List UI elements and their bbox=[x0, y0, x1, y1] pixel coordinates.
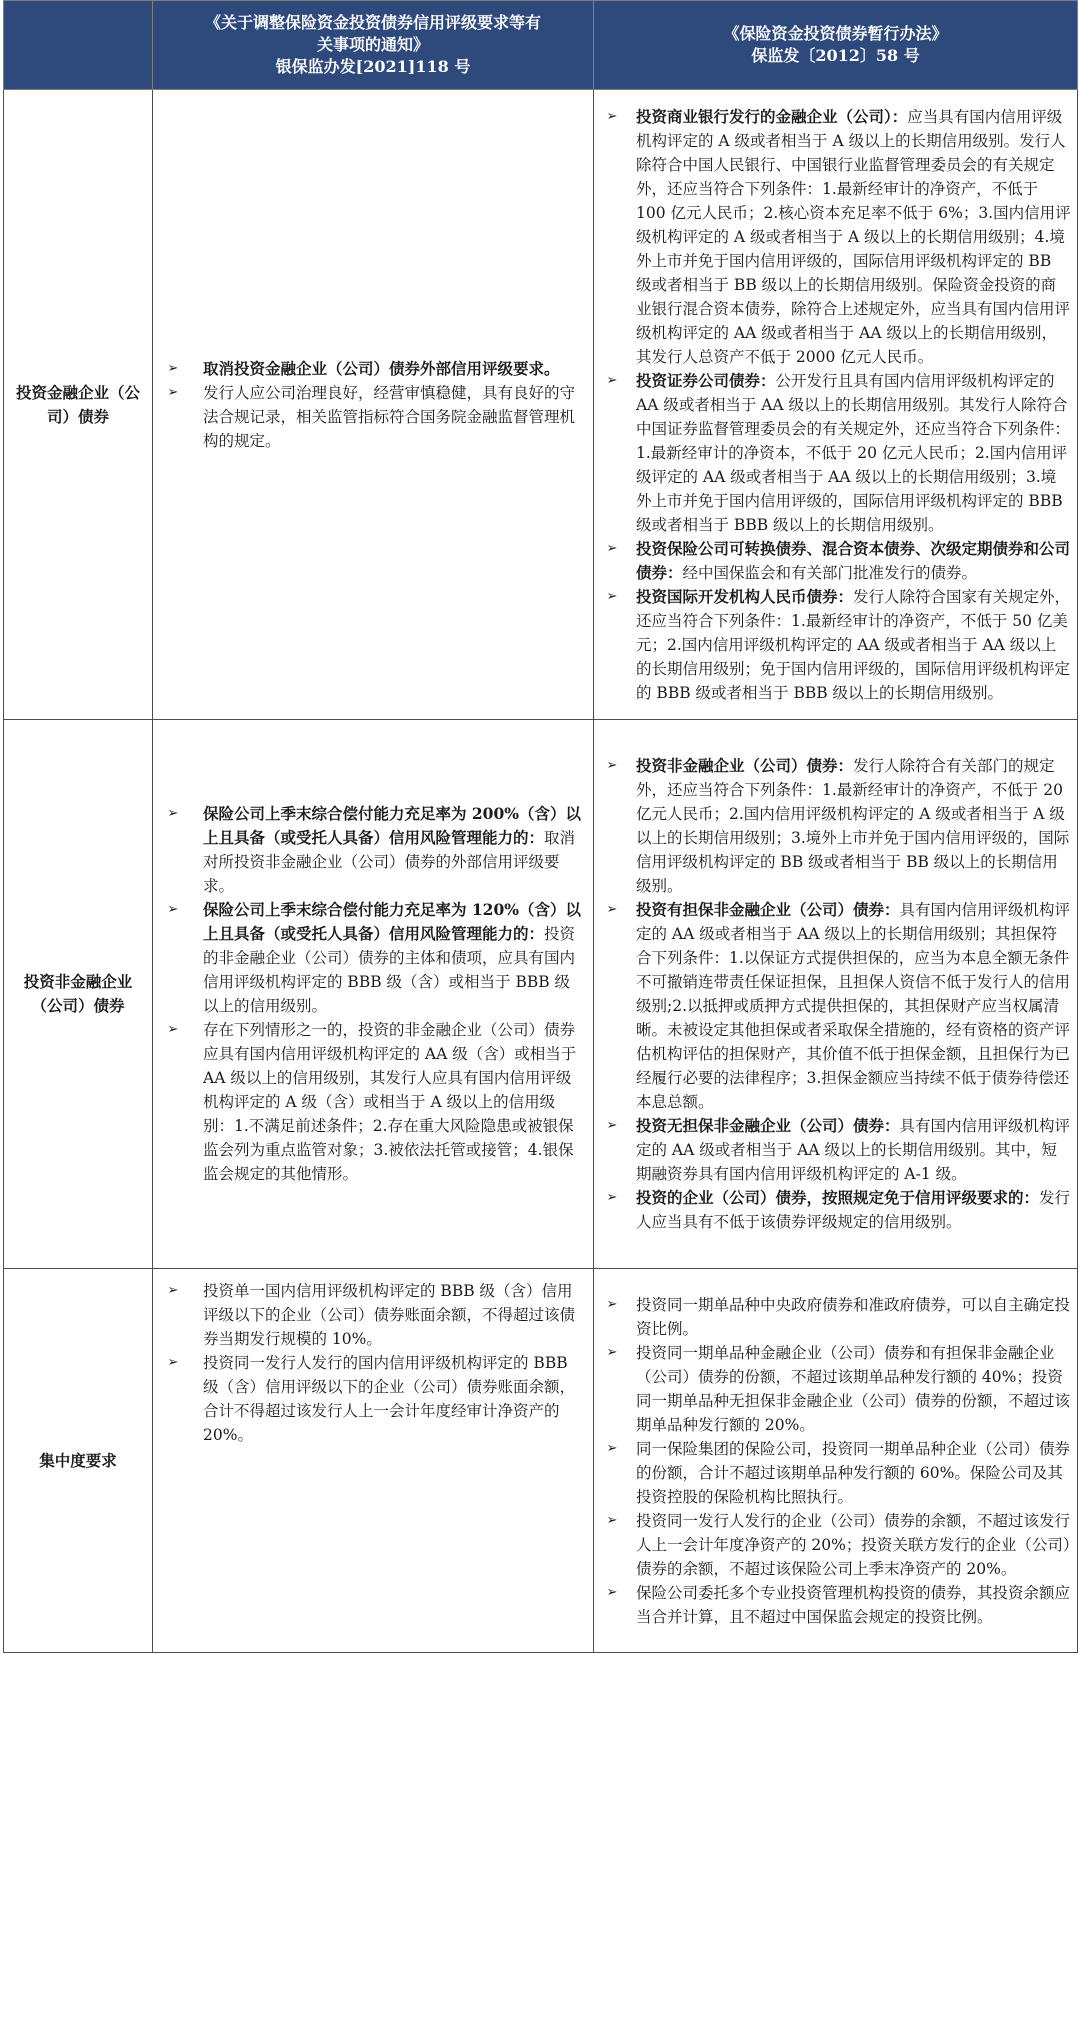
header-notice-2021 bbox=[153, 1, 594, 90]
left-item-list bbox=[161, 802, 581, 1186]
arrow-bullet-icon: ➢ bbox=[606, 1584, 618, 1600]
row-category: 投资金融企业（公司）债券 bbox=[4, 90, 153, 720]
right-item-list bbox=[596, 754, 1071, 1234]
header-title-line: 《关于调整保险资金投资债券信用评级要求等有 bbox=[204, 13, 541, 32]
header-doc-number: 银保监办发[2021]118 号 bbox=[275, 57, 471, 76]
header-doc-number: 保监发〔2012〕58 号 bbox=[751, 46, 920, 65]
arrow-bullet-icon: ➢ bbox=[167, 1022, 179, 1037]
left-cell bbox=[153, 720, 594, 1269]
list-item: ➢ 投资同一发行人发行的国内信用评级机构评定的 BBB 级（含）信用评级以下的企业（公司）债券账面余额，合计不得超过该发行人上一会计年度经审计净资产的 20%。 bbox=[161, 1351, 581, 1447]
header-blank-cell bbox=[4, 1, 153, 90]
arrow-bullet-icon: ➢ bbox=[606, 372, 618, 388]
arrow-bullet-icon: ➢ bbox=[606, 1344, 618, 1360]
list-item: ➢ 投资国际开发机构人民币债券：发行人除符合国家有关规定外，还应当符合下列条件：1.最新经审计的净资产，不低于 50 亿美元；2.国内信用评级机构评定的 AA 级或者相当于 AA 级以上的长期信用级别；免于国内信用评级的，国际信用评级机构评定的 BBB 级或者相当于 BBB 级以上的长期信用级别。 bbox=[596, 585, 1071, 705]
arrow-bullet-icon: ➢ bbox=[606, 588, 618, 604]
list-item: ➢ 投资非金融企业（公司）债券：发行人除符合有关部门的规定外，还应当符合下列条件：1.最新经审计的净资产，不低于 20 亿元人民币；2.国内信用评级机构评定的 A 级或者相当于 A 级以上的长期信用级别；3.境外上市并免于国内信用评级的，国际信用评级机构评定的 BB 级或者相当于 BB 级以上的长期信用级别。 bbox=[596, 754, 1071, 898]
comparison-table bbox=[3, 0, 1078, 1653]
list-item: ➢ 投资无担保非金融企业（公司）债券：具有国内信用评级机构评定的 AA 级或者相当于 AA 级以上的长期信用级别。其中，短期融资券具有国内信用评级机构评定的 A-1 级。 bbox=[596, 1114, 1071, 1186]
header-title-line: 《保险资金投资债券暂行办法》 bbox=[723, 24, 948, 43]
left-item-list bbox=[161, 357, 581, 453]
arrow-bullet-icon: ➢ bbox=[606, 1440, 618, 1456]
header-title-line: 关事项的通知》 bbox=[316, 35, 429, 54]
left-cell bbox=[153, 1269, 594, 1653]
list-item: ➢ 投资同一期单品种中央政府债券和准政府债券，可以自主确定投资比例。 bbox=[596, 1293, 1071, 1341]
arrow-bullet-icon: ➢ bbox=[606, 1512, 618, 1528]
right-cell bbox=[594, 1269, 1078, 1653]
table-row bbox=[4, 720, 1078, 1269]
arrow-bullet-icon: ➢ bbox=[167, 806, 179, 821]
list-item: ➢ 投资证券公司债券：公开发行且具有国内信用评级机构评定的 AA 级或者相当于 AA 级以上的长期信用级别。其发行人除符合中国证券监督管理委员会的有关规定外，还应当符合下列条件：1.最新经审计的净资本，不低于 20 亿元人民币；2.国内信用评级评定的 AA 级或者相当于 AA 级以上的长期信用级别；3.境外上市并免于国内信用评级的，国际信用评级机构评定的 BBB 级或者相当于 BBB 级以上的长期信用级别。 bbox=[596, 369, 1071, 537]
list-item: ➢ 投资的企业（公司）债券，按照规定免于信用评级要求的：发行人应当具有不低于该债券评级规定的信用级别。 bbox=[596, 1186, 1071, 1234]
right-cell bbox=[594, 720, 1078, 1269]
row-category: 投资非金融企业（公司）债券 bbox=[4, 720, 153, 1269]
list-item: ➢ 投资单一国内信用评级机构评定的 BBB 级（含）信用评级以下的企业（公司）债券账面余额，不得超过该债券当期发行规模的 10%。 bbox=[161, 1279, 581, 1351]
arrow-bullet-icon: ➢ bbox=[606, 1190, 618, 1205]
arrow-bullet-icon: ➢ bbox=[606, 1118, 618, 1133]
list-item: ➢ 投资同一期单品种金融企业（公司）债券和有担保非金融企业（公司）债券的份额，不超过该期单品种发行额的 40%；投资同一期单品种无担保非金融企业（公司）债券的份额，不超过该期单品种发行额的 20%。 bbox=[596, 1341, 1071, 1437]
right-item-list bbox=[596, 105, 1071, 705]
left-cell bbox=[153, 90, 594, 720]
arrow-bullet-icon: ➢ bbox=[606, 540, 618, 556]
arrow-bullet-icon: ➢ bbox=[167, 1283, 179, 1298]
arrow-bullet-icon: ➢ bbox=[167, 360, 179, 376]
left-item-list bbox=[161, 1279, 581, 1447]
list-item: ➢ 保险公司上季末综合偿付能力充足率为 200%（含）以上且具备（或受托人具备）信用风险管理能力的：取消对所投资非金融企业（公司）债券的外部信用评级要求。 bbox=[161, 802, 581, 898]
arrow-bullet-icon: ➢ bbox=[167, 1355, 179, 1370]
list-item: ➢ 同一保险集团的保险公司，投资同一期单品种企业（公司）债券的份额，合计不超过该期单品种发行额的 60%。保险公司及其投资控股的保险机构比照执行。 bbox=[596, 1437, 1071, 1509]
list-item: ➢ 投资商业银行发行的金融企业（公司）：应当具有国内信用评级机构评定的 A 级或者相当于 A 级以上的长期信用级别。发行人除符合中国人民银行、中国银行业监督管理委员会的有关规定外，还应当符合下列条件：1.最新经审计的净资产，不低于 100 亿元人民币；2.核心资本充足率不低于 6%；3.国内信用评级机构评定的 A 级或者相当于 A 级以上的长期信用级别；4.境外上市并免于国内信用评级的，国际信用评级机构评定的 BB 级或者相当于 BB 级以上的长期信用级别。保险资金投资的商业银行混合资本债券，除符合上述规定外，应当具有国内信用评级机构评定的 AA 级或者相当于 AA 级以上的长期信用级别，其发行人总资产不低于 2000 亿元人民币。 bbox=[596, 105, 1071, 369]
list-item: ➢ 投资有担保非金融企业（公司）债券：具有国内信用评级机构评定的 AA 级或者相当于 AA 级以上的长期信用级别；其担保符合下列条件：1.以保证方式提供担保的，应当为本息全额无条件不可撤销连带责任保证担保，且担保人资信不低于发行人的信用级别;2.以抵押或质押方式提供担保的，其担保财产应当权属清晰。未被设定其他担保或者采取保全措施的，经有资格的资产评估机构评估的担保财产，其价值不低于担保金额，且担保行为已经履行必要的法律程序；3.担保金额应当持续不低于债券待偿还本息总额。 bbox=[596, 898, 1071, 1114]
right-cell bbox=[594, 90, 1078, 720]
list-item: ➢ 保险公司上季末综合偿付能力充足率为 120%（含）以上且具备（或受托人具备）信用风险管理能力的：投资的非金融企业（公司）债券的主体和债项，应具有国内信用评级机构评定的 BBB 级（含）或相当于 BBB 级以上的信用级别。 bbox=[161, 898, 581, 1018]
list-item: ➢ 取消投资金融企业（公司）债券外部信用评级要求。 bbox=[161, 357, 581, 381]
right-item-list bbox=[596, 1293, 1071, 1629]
header-measures-2012 bbox=[594, 1, 1078, 90]
arrow-bullet-icon: ➢ bbox=[167, 384, 179, 400]
table-row bbox=[4, 90, 1078, 720]
table-header-row bbox=[4, 1, 1078, 90]
arrow-bullet-icon: ➢ bbox=[606, 902, 618, 917]
arrow-bullet-icon: ➢ bbox=[167, 902, 179, 917]
row-category: 集中度要求 bbox=[4, 1269, 153, 1653]
list-item: ➢ 存在下列情形之一的，投资的非金融企业（公司）债券应具有国内信用评级机构评定的 AA 级（含）或相当于 AA 级以上的信用级别，其发行人应具有国内信用评级机构评定的 A 级（含）或相当于 A 级以上的信用级别：1.不满足前述条件；2.存在重大风险隐患或被银保监会列为重点监管对象；3.被依法托管或接管；4.银保监会规定的其他情形。 bbox=[161, 1018, 581, 1186]
list-item: ➢ 投资同一发行人发行的企业（公司）债券的余额，不超过该发行人上一会计年度净资产的 20%；投资关联方发行的企业（公司）债券的余额，不超过该保险公司上季末净资产的 20%。 bbox=[596, 1509, 1071, 1581]
arrow-bullet-icon: ➢ bbox=[606, 1296, 618, 1312]
list-item: ➢ 发行人应公司治理良好，经营审慎稳健，具有良好的守法合规记录，相关监管指标符合国务院金融监督管理机构的规定。 bbox=[161, 381, 581, 453]
list-item: ➢ 投资保险公司可转换债券、混合资本债券、次级定期债券和公司债券：经中国保监会和有关部门批准发行的债券。 bbox=[596, 537, 1071, 585]
arrow-bullet-icon: ➢ bbox=[606, 108, 618, 124]
list-item: ➢ 保险公司委托多个专业投资管理机构投资的债券，其投资余额应当合并计算，且不超过中国保监会规定的投资比例。 bbox=[596, 1581, 1071, 1629]
table-row bbox=[4, 1269, 1078, 1653]
arrow-bullet-icon: ➢ bbox=[606, 758, 618, 773]
